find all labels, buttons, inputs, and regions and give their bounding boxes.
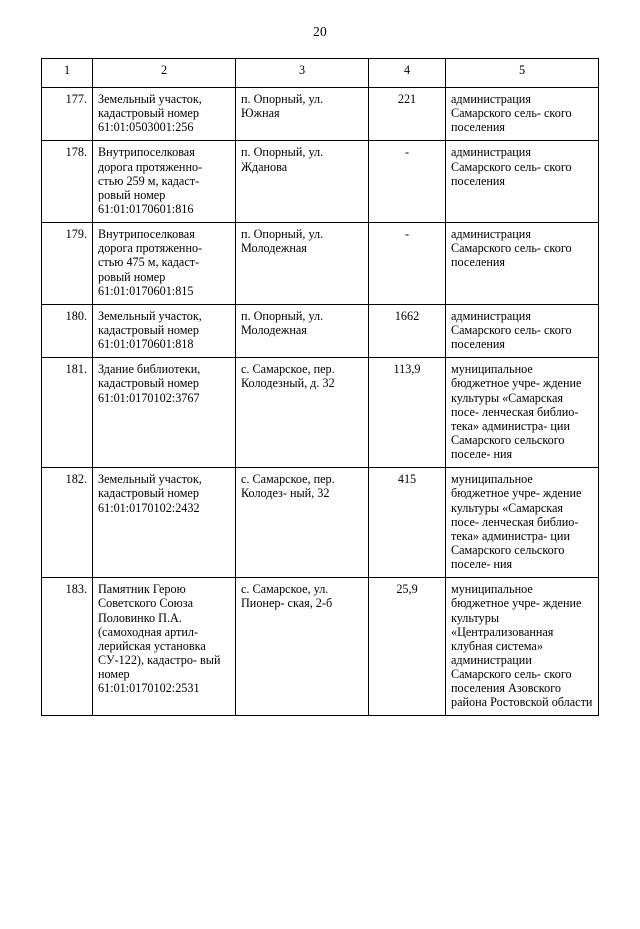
table-row: [42, 141, 599, 223]
column-header-1: 1: [42, 59, 93, 88]
table-header: [42, 59, 599, 88]
column-header-5: 5: [446, 59, 599, 88]
row-area: 113,9: [369, 358, 446, 468]
row-address: п. Опорный, ул. Жданова: [236, 141, 369, 223]
table-body: [42, 88, 599, 716]
row-address: с. Самарское, пер. Колодезный, д. 32: [236, 358, 369, 468]
row-number: 179.: [42, 223, 93, 305]
row-owner: администрация Самарского сель- ского поселения: [446, 223, 599, 305]
row-owner: администрация Самарского сель- ского поселения: [446, 88, 599, 141]
table-row: [42, 223, 599, 305]
row-object-name: Памятник Герою Советского Союза Половинко П.А. (самоходная артил- лерийская установка СУ-122), кадастро- вый номер 61:01:0170102:2531: [93, 578, 236, 716]
row-number: 182.: [42, 468, 93, 578]
column-header-4: 4: [369, 59, 446, 88]
table-row: [42, 304, 599, 357]
row-object-name: Внутрипоселковая дорога протяженно- стью 475 м, кадаст- ровый номер 61:01:0170601:815: [93, 223, 236, 305]
document-page: [0, 24, 640, 929]
row-object-name: Земельный участок, кадастровый номер 61:01:0170601:818: [93, 304, 236, 357]
row-area: -: [369, 223, 446, 305]
row-owner: администрация Самарского сель- ского поселения: [446, 304, 599, 357]
table-row: [42, 88, 599, 141]
row-object-name: Здание библиотеки, кадастровый номер 61:01:0170102:3767: [93, 358, 236, 468]
row-area: 1662: [369, 304, 446, 357]
row-area: 415: [369, 468, 446, 578]
row-number: 180.: [42, 304, 93, 357]
row-owner: муниципальное бюджетное учре- ждение культуры «Самарская посе- ленческая библио- тека» администра- ции Самарского сельского поселе- ния: [446, 358, 599, 468]
page-number: 20: [313, 24, 327, 39]
row-address: п. Опорный, ул. Молодежная: [236, 223, 369, 305]
row-address: п. Опорный, ул. Молодежная: [236, 304, 369, 357]
table-row: [42, 468, 599, 578]
row-owner: администрация Самарского сель- ского поселения: [446, 141, 599, 223]
table-row: [42, 358, 599, 468]
row-address: с. Самарское, ул. Пионер- ская, 2-б: [236, 578, 369, 716]
row-area: 25,9: [369, 578, 446, 716]
row-number: 178.: [42, 141, 93, 223]
row-area: -: [369, 141, 446, 223]
table-header-row: [42, 59, 599, 88]
property-register-table: [41, 58, 599, 716]
row-object-name: Земельный участок, кадастровый номер 61:01:0170102:2432: [93, 468, 236, 578]
column-header-2: 2: [93, 59, 236, 88]
row-owner: муниципальное бюджетное учре- ждение культуры «Централизованная клубная система» администрации Самарского сель- ского поселения Азовского района Ростовской области: [446, 578, 599, 716]
row-address: п. Опорный, ул. Южная: [236, 88, 369, 141]
table-row: [42, 578, 599, 716]
row-number: 181.: [42, 358, 93, 468]
row-object-name: Внутрипоселковая дорога протяженно- стью 259 м, кадаст- ровый номер 61:01:0170601:816: [93, 141, 236, 223]
row-number: 183.: [42, 578, 93, 716]
column-header-3: 3: [236, 59, 369, 88]
row-owner: муниципальное бюджетное учре- ждение культуры «Самарская посе- ленческая библио- тека» администра- ции Самарского сельского поселе- ния: [446, 468, 599, 578]
row-object-name: Земельный участок, кадастровый номер 61:01:0503001:256: [93, 88, 236, 141]
row-area: 221: [369, 88, 446, 141]
row-number: 177.: [42, 88, 93, 141]
row-address: с. Самарское, пер. Колодез- ный, 32: [236, 468, 369, 578]
